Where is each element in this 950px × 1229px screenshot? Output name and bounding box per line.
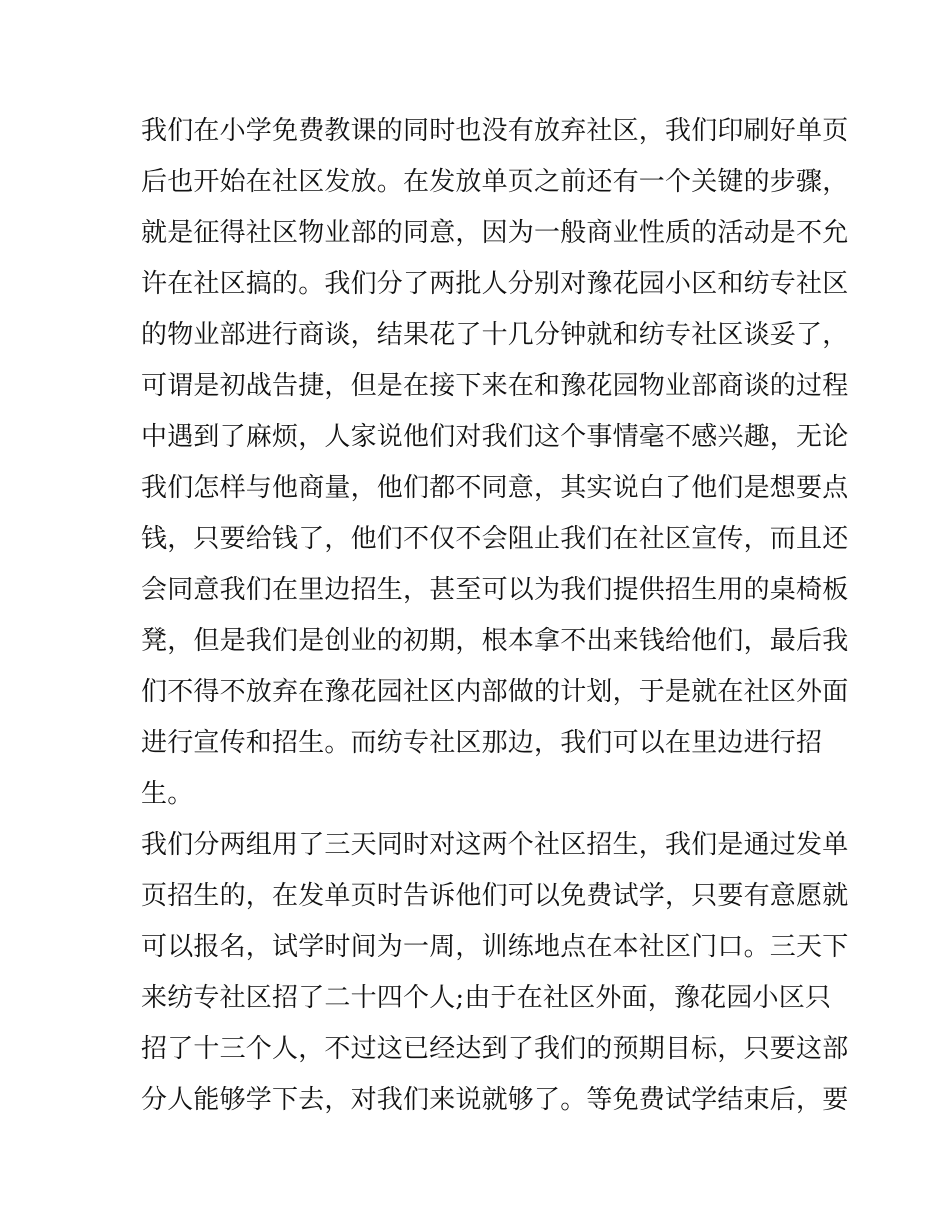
text-line: 生。 <box>141 779 194 809</box>
text-line: 们不得不放弃在豫花园社区内部做的计划，于是就在社区外面 <box>141 677 849 707</box>
text-line: 中遇到了麻烦，人家说他们对我们这个事情毫不感兴趣，无论 <box>141 422 849 452</box>
text-line: 会同意我们在里边招生，甚至可以为我们提供招生用的桌椅板 <box>141 575 849 605</box>
text-line: 页招生的，在发单页时告诉他们可以免费试学，只要有意愿就 <box>141 881 849 911</box>
text-line: 可谓是初战告捷，但是在接下来在和豫花园物业部商谈的过程 <box>141 371 849 401</box>
text-line: 进行宣传和招生。而纺专社区那边，我们可以在里边进行招 <box>141 728 823 758</box>
text-line: 来纺专社区招了二十四个人;由于在社区外面，豫花园小区只 <box>141 983 832 1013</box>
text-line: 凳，但是我们是创业的初期，根本拿不出来钱给他们，最后我 <box>141 626 849 656</box>
text-line: 后也开始在社区发放。在发放单页之前还有一个关键的步骤， <box>141 167 849 197</box>
text-line: 许在社区搞的。我们分了两批人分别对豫花园小区和纺专社区 <box>141 269 849 299</box>
text-line: 可以报名，试学时间为一周，训练地点在本社区门口。三天下 <box>141 932 849 962</box>
text-line: 招了十三个人，不过这已经达到了我们的预期目标，只要这部 <box>141 1034 849 1064</box>
text-line: 的物业部进行商谈，结果花了十几分钟就和纺专社区谈妥了， <box>141 320 849 350</box>
text-line: 钱，只要给钱了，他们不仅不会阻止我们在社区宣传，而且还 <box>141 524 849 554</box>
text-line: 就是征得社区物业部的同意，因为一般商业性质的活动是不允 <box>141 218 849 248</box>
text-line: 我们在小学免费教课的同时也没有放弃社区，我们印刷好单页 <box>141 116 849 146</box>
text-line: 我们怎样与他商量，他们都不同意，其实说白了他们是想要点 <box>141 473 849 503</box>
text-line: 我们分两组用了三天同时对这两个社区招生，我们是通过发单 <box>141 830 849 860</box>
text-line: 分人能够学下去，对我们来说就够了。等免费试学结束后，要 <box>141 1085 849 1115</box>
